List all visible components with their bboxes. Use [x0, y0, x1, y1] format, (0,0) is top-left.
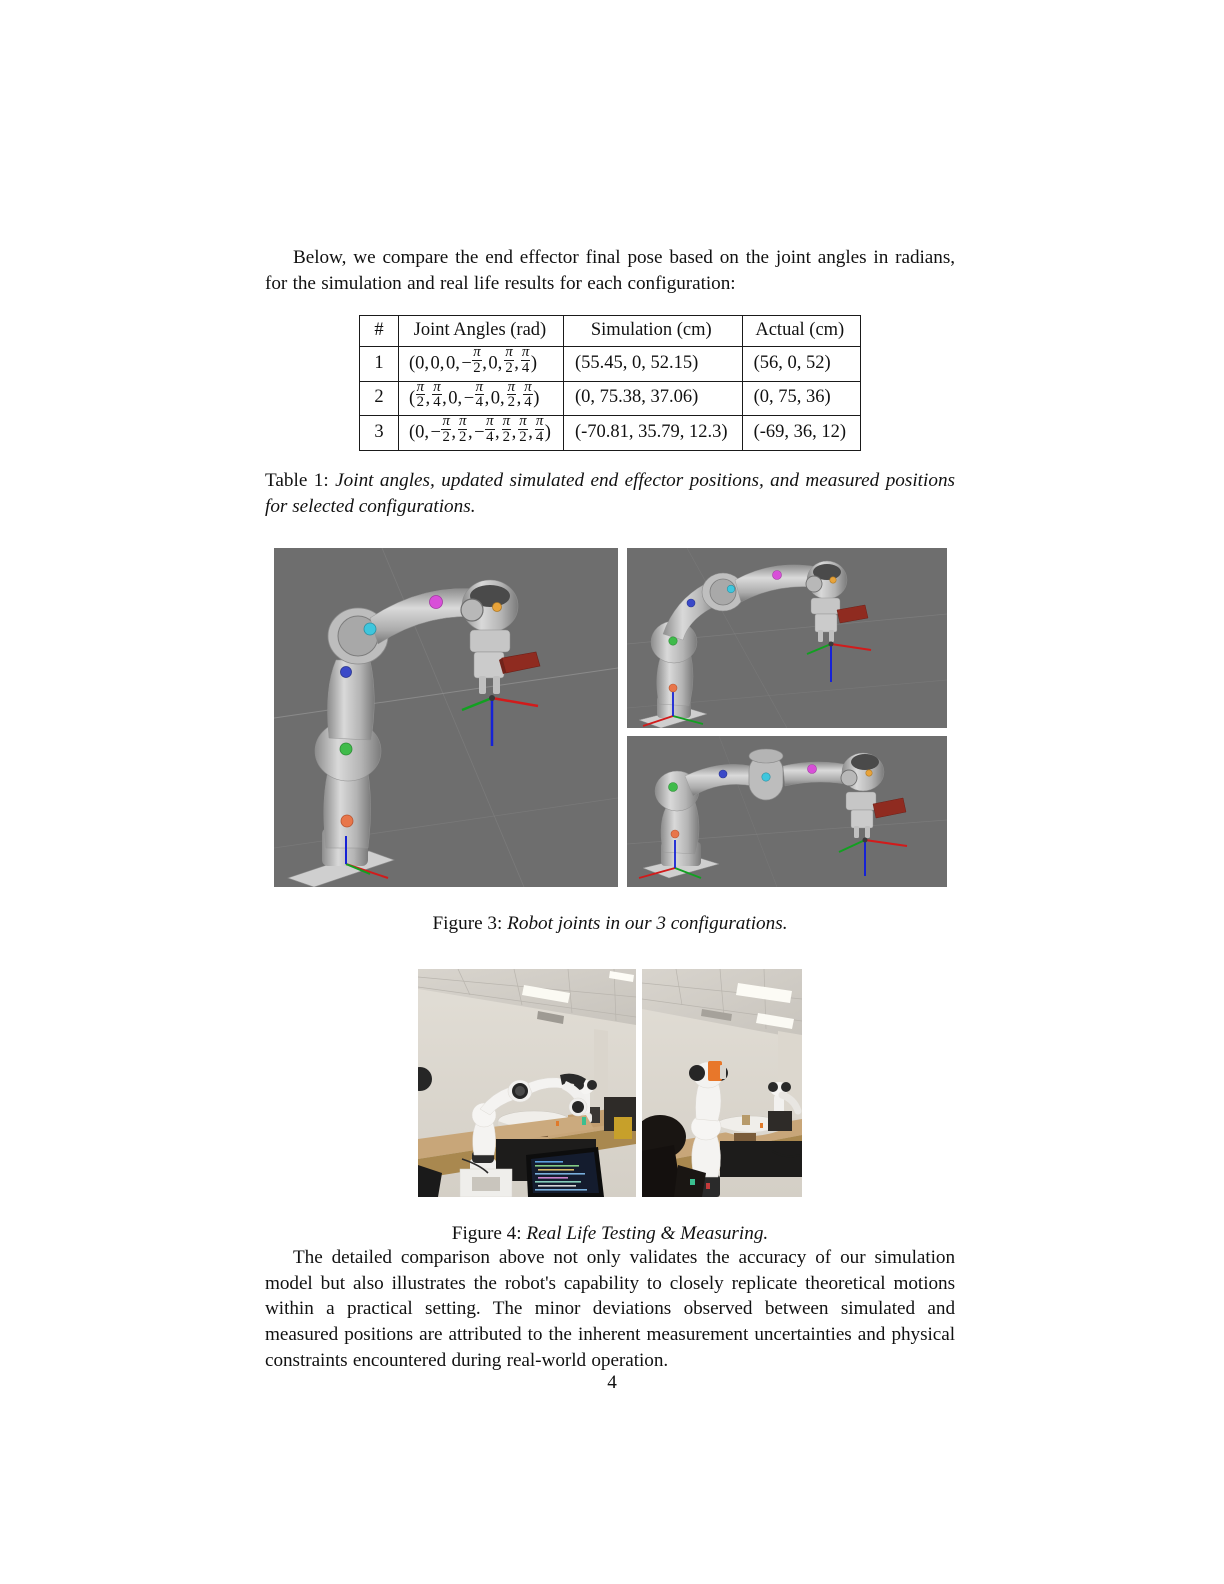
joint-marker-6 — [865, 770, 871, 776]
lab-photo-front-view — [642, 969, 802, 1197]
figure-3-caption-text: Robot joints in our 3 configurations. — [507, 913, 788, 935]
page-number: 4 — [607, 1372, 617, 1393]
joint-marker-3 — [719, 770, 727, 778]
fraction-pi-over-4: $\frac{\pi}{4}$ — [433, 378, 441, 411]
joint-marker-1 — [671, 830, 679, 838]
joint-marker-3 — [687, 599, 695, 607]
table-header-row — [359, 316, 860, 347]
closing-paragraph: The detailed comparison above not only validates the accuracy of our simulation model but also illustrates the robot's capability to closely replicate theoretical motions within a practical setting. The minor deviations observed between simulated and measured positions are attributed to the inherent measurement uncertainties and physical constraints encountered during real-world operation. — [265, 1247, 955, 1371]
table-caption-text: Joint angles, updated simulated end effector positions, and measured positions for selected configurations. — [265, 469, 956, 517]
robot-arm-config-3-svg — [627, 736, 947, 887]
header-index: # — [359, 316, 398, 347]
table-1-wrapper — [265, 315, 955, 451]
table-row — [359, 416, 860, 451]
joint-marker-6 — [492, 603, 501, 612]
joint-marker-4 — [364, 623, 376, 635]
joint-marker-4 — [761, 773, 769, 781]
results-table — [359, 315, 861, 451]
cell-actual: (56, 0, 52) — [742, 347, 860, 382]
cell-joint-angles: (0, − $\frac{\pi}{2}$ , $\frac{\pi}{2}$ , − $\frac{\pi}{4}$ , $\frac{\pi}{2}$ , $\frac{\pi}{2}$ , $\frac{\pi}{4}$ ) — [398, 416, 563, 451]
joint-marker-4 — [727, 585, 735, 593]
figure-4-caption-text: Real Life Testing & Measuring. — [526, 1223, 769, 1245]
configuration-2-render — [627, 548, 947, 728]
table-body — [359, 343, 860, 451]
fraction-pi-over-4: $\frac{\pi}{4}$ — [521, 343, 530, 376]
cell-actual: (-69, 36, 12) — [742, 416, 860, 451]
fraction-pi-over-2: $\frac{\pi}{2}$ — [505, 343, 513, 376]
fraction-pi-over-2: $\frac{\pi}{2}$ — [507, 378, 516, 411]
joint-marker-1 — [669, 684, 677, 692]
cell-joint-angles: (0, 0, 0, − $\frac{\pi}{2}$ , 0, $\frac{\pi}{2}$ , $\frac{\pi}{4}$ ) — [398, 347, 563, 382]
table-1-caption — [265, 468, 955, 519]
figure-4-caption — [265, 1223, 955, 1245]
fraction-pi-over-4: $\frac{\pi}{4}$ — [524, 378, 532, 411]
figure-3 — [265, 548, 955, 887]
table-head — [359, 316, 860, 347]
fraction-pi-over-2: $\frac{\pi}{2}$ — [459, 413, 467, 445]
cell-simulation: (0, 75.38, 37.06) — [563, 381, 742, 416]
cell-joint-angles: ( $\frac{\pi}{2}$ , $\frac{\pi}{4}$ , 0, − $\frac{\pi}{4}$ , 0, $\frac{\pi}{2}$ , $\frac{\pi}{4}$ ) — [398, 381, 563, 416]
cell-index: 2 — [359, 381, 398, 416]
figure-3-caption-label: Figure 3: — [432, 913, 503, 935]
cell-index: 3 — [359, 416, 398, 451]
table-row — [359, 347, 860, 382]
figure-4-caption-label: Figure 4: — [451, 1223, 522, 1245]
figure-3-right-column — [627, 548, 947, 887]
joint-marker-5 — [772, 571, 781, 580]
joint-marker-6 — [829, 577, 835, 583]
lab-photo-side-view — [418, 969, 636, 1197]
intro-paragraph: Below, we compare the end effector final pose based on the joint angles in radians, for the simulation and real life results for each configuration: — [265, 247, 955, 294]
joint-marker-2 — [668, 783, 677, 792]
header-actual: Actual (cm) — [742, 316, 860, 347]
cell-actual: (0, 75, 36) — [742, 381, 860, 416]
fraction-pi-over-4: $\frac{\pi}{4}$ — [535, 413, 544, 445]
joint-marker-5 — [807, 765, 816, 774]
fraction-pi-over-2: $\frac{\pi}{2}$ — [519, 413, 527, 445]
cell-simulation: (-70.81, 35.79, 12.3) — [563, 416, 742, 451]
header-simulation: Simulation (cm) — [563, 316, 742, 347]
fraction-pi-over-4: $\frac{\pi}{4}$ — [475, 378, 484, 411]
lab-photo-side-view-svg — [418, 969, 636, 1197]
lab-photo-front-view-svg — [642, 969, 802, 1197]
joint-marker-3 — [340, 667, 351, 678]
fraction-pi-over-2: $\frac{\pi}{2}$ — [416, 378, 425, 411]
joint-marker-2 — [340, 743, 352, 755]
joint-marker-2 — [668, 637, 676, 645]
figure-3-caption — [265, 913, 955, 935]
fraction-pi-over-4: $\frac{\pi}{4}$ — [486, 413, 494, 445]
configuration-3-render — [627, 736, 947, 887]
fraction-pi-over-2: $\frac{\pi}{2}$ — [473, 343, 481, 376]
cell-simulation: (55.45, 0, 52.15) — [563, 347, 742, 382]
page-content — [265, 245, 955, 1373]
table-row — [359, 381, 860, 416]
joint-marker-1 — [341, 815, 353, 827]
figure-4 — [265, 969, 955, 1197]
robot-arm-config-1-svg — [274, 548, 618, 887]
table-caption-label: Table 1: — [265, 469, 329, 491]
robot-arm-config-2-svg — [627, 548, 947, 728]
fraction-pi-over-2: $\frac{\pi}{2}$ — [502, 413, 511, 445]
fraction-pi-over-2: $\frac{\pi}{2}$ — [442, 413, 450, 445]
configuration-1-render — [274, 548, 618, 887]
cell-index: 1 — [359, 347, 398, 382]
joint-marker-5 — [429, 596, 442, 609]
header-joint-angles: Joint Angles (rad) — [398, 316, 563, 347]
